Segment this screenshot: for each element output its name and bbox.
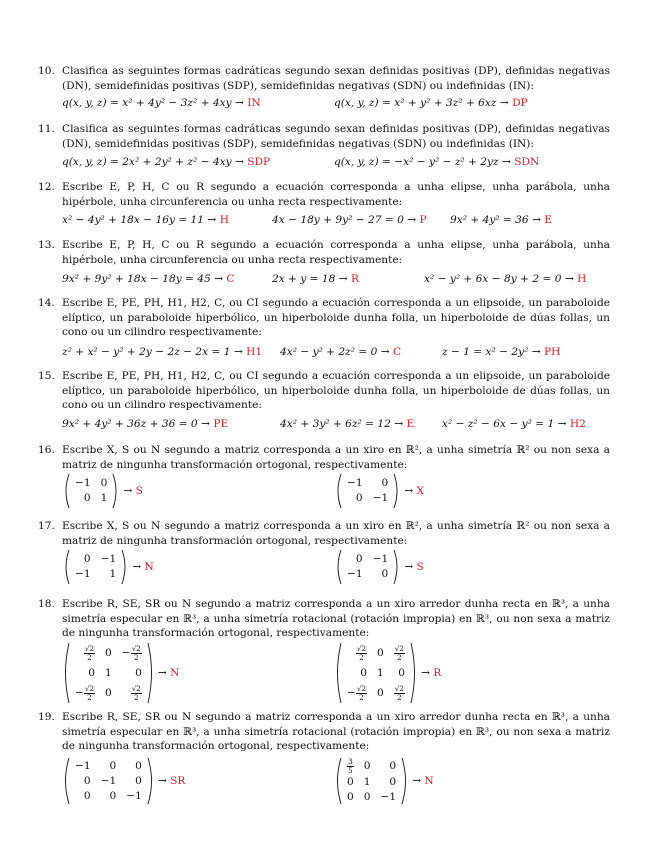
answer-value: H1 — [246, 346, 263, 358]
answer-value: SDN — [514, 156, 540, 168]
matrix-result — [404, 485, 424, 497]
answer-item — [62, 345, 262, 359]
answer-value: IN — [247, 97, 261, 109]
arrow-icon: → — [407, 214, 417, 226]
matrix-table — [342, 758, 401, 805]
matrix-19a — [62, 757, 185, 805]
arrow-icon: → — [201, 418, 210, 430]
matrix-cell: 0 — [83, 774, 91, 787]
answer-item — [62, 96, 261, 110]
matrix-cell: − $\frac{√2}{2}$ — [75, 683, 95, 702]
question-number: 19. — [38, 711, 55, 723]
right-paren-icon — [410, 642, 418, 704]
answer-value: H — [577, 273, 587, 285]
question-text: Escribe E, P, H, C ou R segundo a ecuación corresponda a unha elipse, unha parábola, unha hipérbole, unha circunferencia ou unha recta respectivamente: — [62, 181, 610, 208]
arrow-icon: → — [412, 775, 422, 787]
expression: 2x + y = 18 — [272, 273, 336, 285]
question-number: 16. — [38, 444, 55, 456]
expression: q(x, y, z) = x² + y² + 3z² + 6xz — [334, 97, 497, 109]
expression: 9x² + 9y² + 18x − 18y = 45 — [62, 273, 211, 285]
answer-item — [272, 272, 359, 286]
answer-item — [62, 417, 228, 431]
answer-value: N — [170, 667, 180, 679]
matrix-result — [158, 775, 186, 787]
question-text: Escribe E, PE, PH, H1, H2, C, ou CI segundo a ecuación corresponda a un elipsoide, un paraboloide elíptico, un paraboloide hiperbólico, un hiperboloide dunha folla, un hiperboloide de dúas follas, un cono ou un cilindro respectivamente: — [62, 297, 610, 339]
matrix-table — [70, 759, 147, 804]
expression: q(x, y, z) = x² + 4y² − 3z² + 4xy — [62, 97, 232, 109]
arrow-icon: → — [233, 346, 243, 358]
matrix-16a — [62, 473, 143, 509]
matrix-cell: $\frac{√2}{2}$ — [131, 683, 141, 702]
arrow-icon: → — [394, 418, 404, 430]
arrow-icon: → — [501, 156, 511, 168]
matrix-cell: $\frac{√2}{2}$ — [394, 643, 404, 662]
answer-value: PE — [213, 418, 229, 430]
question-text: Escribe E, P, H, C ou R segundo a ecuación corresponda a unha elipse, unha parábola, unha hipérbole, unha circunferencia ou unha recta respectivamente: — [62, 239, 610, 266]
question-number: 15. — [38, 370, 55, 382]
right-paren-icon — [147, 642, 155, 704]
matrix-cell: $\frac{√2}{2}$ — [356, 643, 367, 662]
matrix-cell: 0 — [377, 647, 384, 659]
matrix-cell: 0 — [360, 667, 368, 679]
answer-item — [62, 272, 235, 286]
answer-value: N — [144, 561, 154, 573]
answer-item — [424, 272, 586, 286]
matrix-table — [70, 476, 112, 506]
matrix-cell: 0 — [100, 477, 108, 489]
answer-value: S — [135, 485, 143, 497]
matrix-cell: 0 — [83, 789, 91, 802]
matrix-cell: 0 — [347, 790, 354, 803]
matrix-cell: − $\frac{√2}{2}$ — [121, 643, 141, 662]
arrow-icon: → — [234, 97, 244, 109]
answer-value: S — [416, 561, 424, 573]
matrix-cell: −1 — [347, 477, 363, 489]
expression: q(x, y, z) = 2x² + 2y² + z² − 4xy — [62, 156, 232, 168]
right-paren-icon — [147, 757, 155, 805]
matrix-cell: 1 — [105, 667, 112, 679]
answer-item — [272, 213, 427, 227]
arrow-icon: → — [157, 667, 167, 679]
answer-item — [442, 345, 560, 359]
answer-value: N — [424, 775, 434, 787]
matrix-cell: 0 — [347, 775, 354, 788]
answer-value: C — [392, 346, 402, 358]
matrix-cell: 1 — [363, 775, 371, 788]
answer-item — [62, 155, 270, 169]
matrix-17a — [62, 549, 154, 585]
arrow-icon: → — [157, 775, 167, 787]
answer-value: R — [433, 667, 442, 679]
right-paren-icon — [393, 549, 401, 585]
matrix-cell: 0 — [355, 553, 363, 565]
question-number: 10. — [38, 65, 55, 77]
answer-value: H2 — [569, 418, 586, 430]
left-paren-icon — [62, 757, 70, 805]
matrix-cell: 0 — [105, 647, 112, 659]
matrix-cell: 0 — [88, 667, 96, 679]
answer-item — [334, 96, 528, 110]
matrix-cell: −1 — [75, 477, 91, 489]
matrix-cell: 0 — [83, 492, 91, 504]
matrix-result — [123, 485, 143, 497]
matrix-cell: 0 — [398, 667, 405, 679]
left-paren-icon — [62, 549, 70, 585]
matrix-result — [421, 667, 441, 679]
question-text: Clasifica as seguintes formas cadráticas segundo sexan definidas positivas (DP), definidas negativas (DN), semidefinidas positivas (SDP), semidefinidas negativas (SDN) ou indefinidas (IN): — [62, 123, 610, 150]
matrix-cell: 0 — [355, 492, 363, 504]
matrix-16b — [334, 473, 424, 509]
matrix-cell: $\frac{√2}{2}$ — [84, 643, 95, 662]
matrix-cell: −1 — [126, 789, 142, 802]
matrix-cell: 0 — [105, 687, 112, 699]
matrix-cell: −1 — [380, 790, 397, 803]
right-paren-icon — [112, 473, 120, 509]
matrix-18b — [334, 642, 441, 704]
left-paren-icon — [334, 757, 342, 805]
right-paren-icon — [393, 473, 401, 509]
matrix-cell: 1 — [100, 492, 108, 504]
arrow-icon: → — [380, 346, 390, 358]
matrix-cell: 0 — [389, 759, 397, 772]
matrix-cell: 0 — [381, 477, 389, 489]
matrix-cell: −1 — [372, 553, 389, 565]
left-paren-icon — [334, 549, 342, 585]
expression: x² − z² − 6x − y² = 1 — [442, 418, 555, 430]
expression: 4x − 18y + 9y² − 27 = 0 — [272, 214, 404, 226]
matrix-table — [342, 476, 393, 506]
arrow-icon: → — [234, 156, 244, 168]
matrix-result — [404, 561, 424, 573]
matrix-19b — [334, 757, 434, 805]
arrow-icon: → — [214, 273, 224, 285]
answer-item — [334, 155, 539, 169]
arrow-icon: → — [132, 561, 142, 573]
matrix-cell: −1 — [100, 774, 117, 787]
answer-item — [280, 345, 401, 359]
arrow-icon: → — [499, 97, 509, 109]
question-number: 18. — [38, 598, 55, 610]
left-paren-icon — [62, 642, 70, 704]
matrix-cell: − $\frac{√2}{2}$ — [347, 683, 367, 702]
matrix-cell: 0 — [135, 667, 142, 679]
matrix-result — [158, 667, 180, 679]
question-text: Escribe R, SE, SR ou N segundo a matriz corresponda a un xiro arredor dunha recta en ℝ³, a unha simetría especular en ℝ³, a unha simetría rotacional (rotación impropia) en ℝ³, ou non sexa a matriz de ningunha transformación ortogonal, respectivamente: — [62, 598, 610, 640]
answer-value: E — [406, 418, 415, 430]
right-paren-icon — [121, 549, 129, 585]
question-text: Escribe X, S ou N segundo a matriz corresponda a un xiro en ℝ², a unha simetría ℝ² ou non sexa a matriz de ningunha transformación ortogonal, respectivamente: — [62, 444, 610, 471]
arrow-icon: → — [557, 418, 567, 430]
answer-value: H — [219, 214, 229, 226]
arrow-icon: → — [531, 346, 541, 358]
matrix-cell: 0 — [377, 687, 384, 699]
matrix-cell: −1 — [100, 553, 117, 565]
arrow-icon: → — [123, 485, 133, 497]
answer-item — [450, 213, 552, 227]
matrix-cell: 1 — [109, 568, 117, 580]
arrow-icon: → — [207, 214, 217, 226]
matrix-result — [132, 561, 154, 573]
matrix-cell: 0 — [109, 789, 117, 802]
matrix-cell: 0 — [389, 775, 397, 788]
question-text: Escribe R, SE, SR ou N segundo a matriz corresponda a un xiro arredor dunha recta en ℝ³, a unha simetría especular en ℝ³, a unha simetría rotacional (rotación impropia) en ℝ³, ou non sexa a matriz de ningunha transformación ortogonal, respectivamente: — [62, 711, 610, 753]
matrix-cell: −1 — [75, 759, 91, 772]
matrix-18a — [62, 642, 179, 704]
expression: 9x² + 4y² + 36z + 36 = 0 — [62, 418, 198, 430]
matrix-cell: −1 — [75, 568, 91, 580]
matrix-cell: 1 — [377, 667, 384, 679]
answer-value: E — [544, 214, 553, 226]
expression: x² − y² + 6x − 8y + 2 = 0 — [424, 273, 562, 285]
answer-item — [442, 417, 586, 431]
expression: 9x² + 4y² = 36 — [450, 214, 529, 226]
expression: 4x² − y² + 2z² = 0 — [280, 346, 378, 358]
matrix-cell: 0 — [363, 790, 371, 803]
arrow-icon: → — [532, 214, 541, 226]
matrix-cell: 0 — [109, 759, 117, 772]
question-number: 11. — [38, 123, 55, 135]
answer-value: SR — [170, 775, 186, 787]
matrix-cell: −1 — [347, 568, 363, 580]
question-number: 17. — [38, 520, 55, 532]
arrow-icon: → — [404, 561, 414, 573]
arrow-icon: → — [420, 667, 430, 679]
expression: z − 1 = x² − 2y² — [442, 346, 529, 358]
question-text: Escribe X, S ou N segundo a matriz corresponda a un xiro en ℝ², a unha simetría ℝ² ou non sexa a matriz de ningunha transformación ortogonal, respectivamente: — [62, 520, 610, 547]
matrix-cell: 0 — [381, 568, 389, 580]
answer-value: C — [226, 273, 235, 285]
matrix-table — [342, 552, 393, 582]
answer-value: DP — [512, 97, 528, 109]
matrix-cell: 0 — [363, 759, 371, 772]
matrix-cell: 0 — [135, 774, 142, 787]
expression: q(x, y, z) = −x² − y² − z² + 2yz — [334, 156, 499, 168]
matrix-table — [342, 643, 410, 703]
expression: 4x² + 3y² + 6z² = 12 — [280, 418, 391, 430]
question-text: Clasifica as seguintes formas cadráticas segundo sexan definidas positivas (DP), definidas negativas (DN), semidefinidas positivas (SDP), semidefinidas negativas (SDN) ou indefinidas (IN): — [62, 65, 610, 92]
answer-value: X — [416, 485, 425, 497]
matrix-cell: −1 — [372, 492, 389, 504]
answer-item — [62, 213, 229, 227]
answer-item — [280, 417, 414, 431]
answer-value: PH — [544, 346, 561, 358]
right-paren-icon — [401, 757, 409, 805]
answer-value: R — [351, 273, 360, 285]
matrix-result — [412, 775, 434, 787]
question-number: 14. — [38, 297, 55, 309]
matrix-table — [70, 643, 147, 703]
arrow-icon: → — [338, 273, 348, 285]
expression: z² + x² − y² + 2y − 2z − 2x = 1 — [62, 346, 231, 358]
matrix-cell: 0 — [83, 553, 91, 565]
expression: x² − 4y² + 18x − 16y = 11 — [62, 214, 205, 226]
arrow-icon: → — [564, 273, 574, 285]
matrix-cell: $\frac{√2}{2}$ — [394, 683, 404, 702]
question-number: 13. — [38, 239, 55, 251]
question-text: Escribe E, PE, PH, H1, H2, C, ou CI segundo a ecuación corresponda a un elipsoide, un paraboloide elíptico, un paraboloide hiperbólico, un hiperboloide dunha folla, un hiperboloide de dúas follas, un cono ou un cilindro respectivamente: — [62, 370, 610, 412]
answer-value: SDP — [247, 156, 271, 168]
arrow-icon: → — [404, 485, 414, 497]
matrix-17b — [334, 549, 424, 585]
question-number: 12. — [38, 181, 55, 193]
left-paren-icon — [334, 642, 342, 704]
matrix-table — [70, 552, 121, 582]
answer-value: P — [419, 214, 427, 226]
matrix-cell: $\frac{3}{5}$ — [348, 756, 353, 775]
left-paren-icon — [334, 473, 342, 509]
matrix-cell: 0 — [135, 759, 142, 772]
left-paren-icon — [62, 473, 70, 509]
